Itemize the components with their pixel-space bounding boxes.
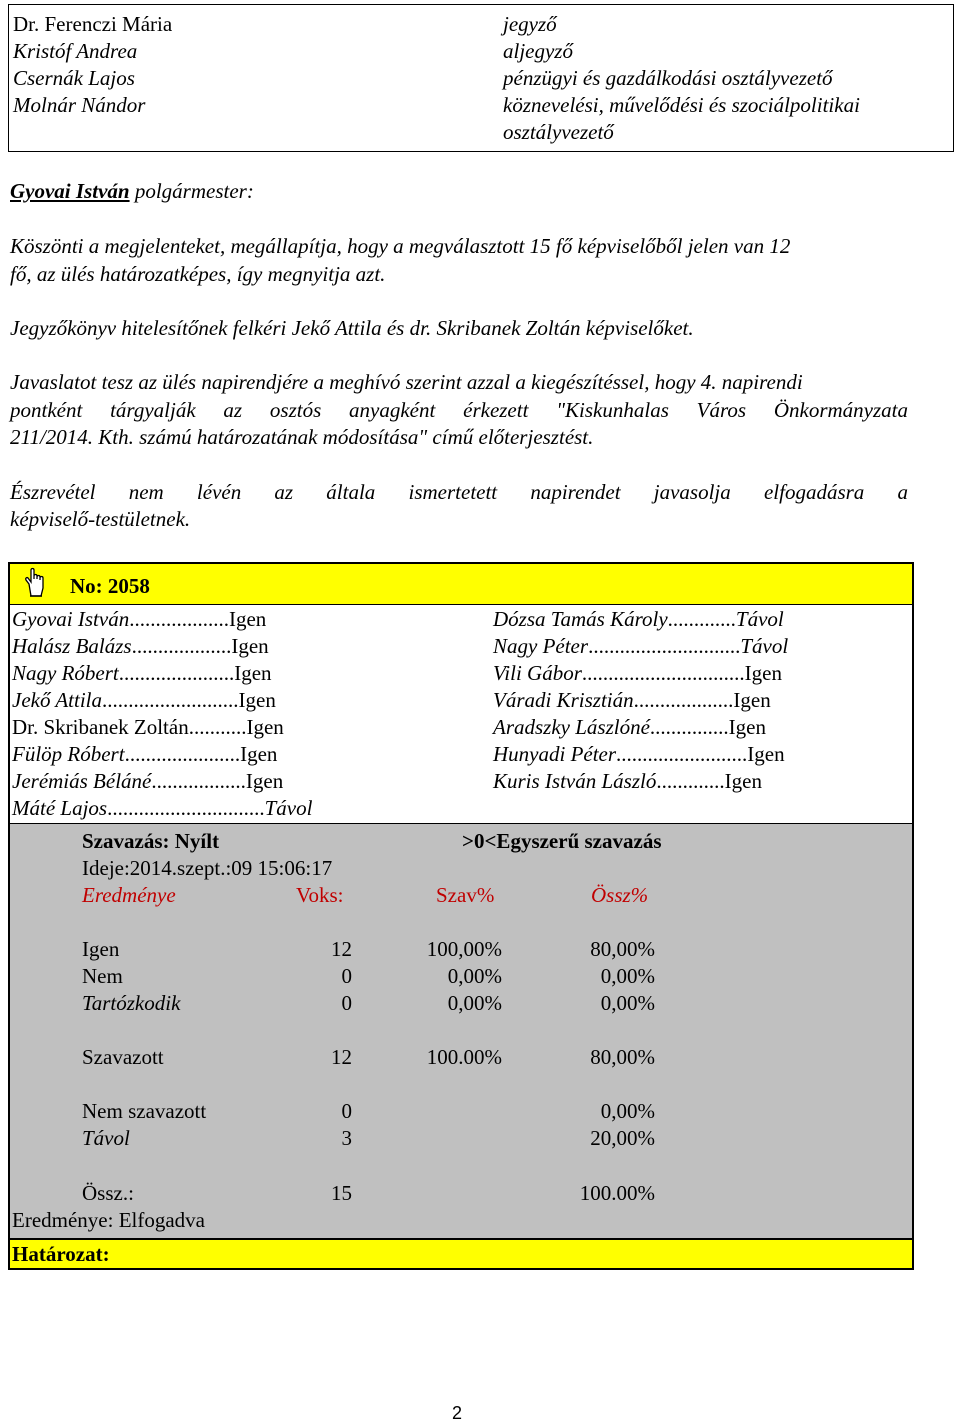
result-label: Igen	[82, 937, 120, 961]
result-count: 0	[341, 964, 352, 988]
sum-total: 100.00%	[579, 1181, 655, 1205]
result-total: 80,00%	[590, 937, 655, 961]
result-label: Nem	[82, 964, 123, 988]
official-name: Kristóf Andrea	[13, 39, 138, 63]
vote-block	[8, 562, 914, 1270]
result-total: 0,00%	[600, 991, 655, 1015]
voter-row: Dr. Skribanek Zoltán...........Igen	[12, 715, 284, 739]
voted-total: 80,00%	[590, 1045, 655, 1069]
official-role: köznevelési, művelődési és szociálpolitikai	[503, 93, 860, 117]
official-role: aljegyző	[503, 39, 573, 63]
vote-outcome: Eredménye: Elfogadva	[12, 1208, 205, 1232]
official-role: pénzügyi és gazdálkodási osztályvezető	[503, 66, 833, 90]
header-result: Eredménye	[82, 883, 176, 907]
official-role-continued: osztályvezető	[503, 120, 614, 144]
voter-row: Váradi Krisztián...................Igen	[493, 688, 771, 712]
vote-time: Ideje:2014.szept.:09 15:06:17	[82, 856, 333, 880]
mayor-title: polgármester:	[134, 179, 254, 203]
voter-row: Gyovai István...................Igen	[12, 607, 267, 631]
not-voted-total: 0,00%	[600, 1099, 655, 1123]
official-name: Csernák Lajos	[13, 66, 135, 90]
voter-row: Nagy Péter.............................Távol	[493, 634, 789, 658]
result-pct: 100,00%	[426, 937, 502, 961]
paragraph-3-line-2: pontként tárgyalják az osztós anyagként érkezett "Kiskunhalas Város Önkormányzata	[10, 398, 908, 422]
paragraph-1-line-2: fő, az ülés határozatképes, így megnyitja azt.	[10, 262, 386, 286]
mayor-name: Gyovai István	[10, 179, 130, 203]
absent-total: 20,00%	[590, 1126, 655, 1150]
absent-count: 3	[341, 1126, 352, 1150]
hand-pointer-icon	[22, 566, 52, 605]
voted-count: 12	[331, 1045, 352, 1069]
official-name: Dr. Ferenczi Mária	[13, 12, 173, 36]
header-total-pct: Össz%	[591, 883, 649, 907]
result-count: 0	[341, 991, 352, 1015]
result-count: 12	[331, 937, 352, 961]
paragraph-4-line-2: képviselő-testületnek.	[10, 507, 191, 531]
page-number: 2	[452, 1403, 463, 1423]
header-votes: Voks:	[296, 883, 344, 907]
voter-row: Dózsa Tamás Károly.............Távol	[493, 607, 784, 631]
voter-row: Vili Gábor...............................Igen	[493, 661, 782, 685]
vote-header	[8, 562, 914, 605]
officials-box	[8, 4, 954, 152]
vote-number: No: 2058	[70, 574, 150, 598]
paragraph-3-line-1: Javaslatot tesz az ülés napirendjére a meghívó szerint azzal a kiegészítéssel, hogy 4. napirendi	[10, 370, 803, 394]
official-name: Molnár Nándor	[13, 93, 146, 117]
sum-count: 15	[331, 1181, 352, 1205]
paragraph-4-line-1: Észrevétel nem lévén az általa ismertetett napirendet javasolja elfogadásra a	[10, 480, 908, 504]
voter-row: Nagy Róbert......................Igen	[12, 661, 272, 685]
mayor-heading	[10, 178, 908, 206]
voter-row: Aradszky Lászlóné...............Igen	[493, 715, 766, 739]
decision-bar	[8, 1238, 914, 1270]
paragraph-2: Jegyzőkönyv hitelesítőnek felkéri Jekő Attila és dr. Skribanek Zoltán képviselőket.	[10, 316, 694, 340]
voted-label: Szavazott	[82, 1045, 164, 1069]
result-pct: 0,00%	[447, 964, 502, 988]
not-voted-label: Nem szavazott	[82, 1099, 207, 1123]
vote-type: >0<Egyszerű szavazás	[462, 829, 662, 853]
voter-row: Jerémiás Béláné..................Igen	[12, 769, 284, 793]
voter-row: Máté Lajos..............................Távol	[12, 796, 313, 820]
absent-label: Távol	[82, 1126, 130, 1150]
header-pct: Szav%	[436, 883, 495, 907]
paragraph-1-line-1: Köszönti a megjelenteket, megállapítja, hogy a megválasztott 15 fő képviselőből jelen van 12	[10, 234, 791, 258]
voter-row: Halász Balázs...................Igen	[12, 634, 269, 658]
decision-label: Határozat:	[12, 1242, 110, 1266]
result-pct: 0,00%	[447, 991, 502, 1015]
vote-mode: Szavazás: Nyílt	[82, 829, 220, 853]
result-total: 0,00%	[600, 964, 655, 988]
paragraph-3-line-3: 211/2014. Kth. számú határozatának módosítása" című előterjesztést.	[10, 425, 594, 449]
voter-row: Fülöp Róbert......................Igen	[12, 742, 278, 766]
not-voted-count: 0	[341, 1099, 352, 1123]
result-label: Tartózkodik	[82, 991, 181, 1015]
sum-label: Össz.:	[82, 1181, 134, 1205]
voter-row: Jekő Attila..........................Igen	[12, 688, 276, 712]
voter-row: Hunyadi Péter.........................Igen	[493, 742, 785, 766]
voted-pct: 100.00%	[426, 1045, 502, 1069]
official-role: jegyző	[503, 12, 557, 36]
voter-row: Kuris István László.............Igen	[493, 769, 762, 793]
